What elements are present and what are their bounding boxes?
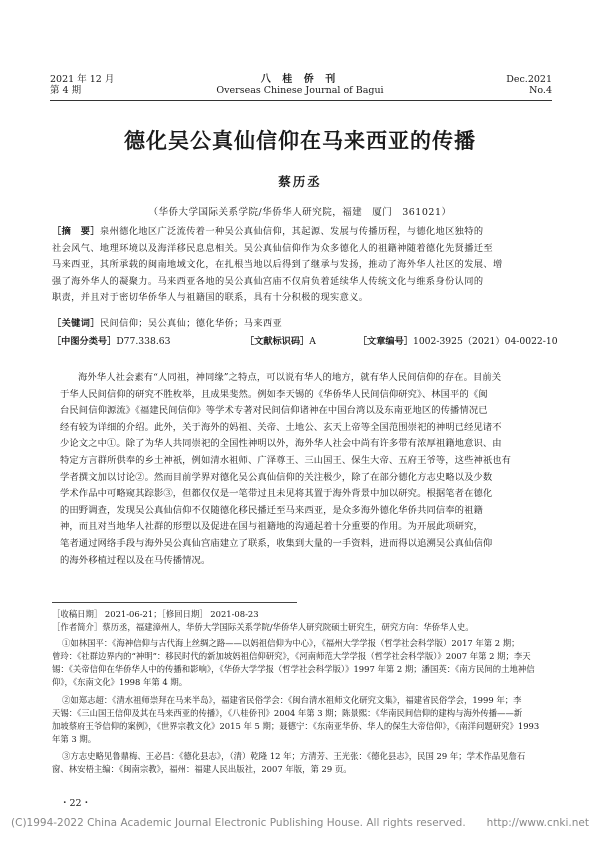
body-line: 学术作品中可略窥其踪影③，但都仅仅是一笔带过且未见将其置于海外背景中加以研究。根据笔者在德化 [60, 488, 493, 500]
footnote-line: 锡：《关帝信仰在华侨华人中的传播和影响》，《华侨大学学报（哲学社会科学版）》1997 年第 2 期；潘国英：《南方民间的土地神信 [52, 664, 535, 674]
body-line: 学者撰文加以讨论②。然而目前学界对德化吴公真仙信仰的关注极少，除了在部分德化方志史略以及少数 [60, 471, 493, 483]
classification-row [52, 333, 558, 347]
footnote-line: 加坡蔡府王爷信仰的案例》，《世界宗教文化》2015 年 5 期；聂德宁：《东南亚华侨、华人的保生大帝信仰》，《南洋问题研究》1993 [52, 721, 540, 731]
author-bio: ［作者简介］蔡历丞，福建漳州人，华侨大学国际关系学院/华侨华人研究院硕士研究生，研究方向：华侨华人史。 [52, 622, 474, 632]
page-number: ・22・ [60, 798, 92, 809]
copyright-footer: (C)1994-2022 China Academic Journal Electronic Publishing House. All rights reserved. http://www.cnki.net [11, 817, 589, 829]
body-line: 的海外移植过程以及在马传播情况。 [60, 554, 211, 566]
footnote-line: ③方志史略见鲁鼎梅、王必昌：《德化县志》，（清）乾隆 12 年；方清芳、王光张：《德化县志》，民国 29 年；学术作品见詹石 [62, 751, 526, 761]
author-affiliation: （华侨大学国际关系学院/华侨华人研究院，福建 厦门 361021） [148, 207, 452, 218]
abstract-line: 马来西亚，其所承载的闽南地域文化，在扎根当地以后得到了继承与发扬，推动了海外华人社区的发展、增 [52, 259, 503, 270]
body-line: 笔者通过网络手段与海外吴公真仙宫庙建立了联系，收集到大量的一手资料，进而得以追溯吴公真仙信仰 [60, 537, 493, 549]
author-name: 蔡历丞 [278, 174, 322, 189]
keywords [52, 315, 552, 329]
header-date: 2021 年 12 月 [50, 74, 115, 85]
journal-title-en: Overseas Chinese Journal of Bagui [216, 85, 384, 96]
footnote-line: ①如林国平：《海神信仰与古代海上丝绸之路——以妈祖信仰为中心》，《福州大学学报（哲学社会科学版）2017 年第 2 期； [62, 638, 520, 648]
received-dates: ［收稿日期］ 2021-06-21；［修回日期］ 2021-08-23 [52, 609, 259, 619]
clc-number [52, 333, 242, 347]
header-issue-en [506, 74, 552, 96]
body-line: 神，而且对当地华人社群的形塑以及促进在国与祖籍地的沟通起着十分重要的作用。为开展此项研究， [60, 521, 483, 533]
abstract-text: 泉州德化地区广泛流传着一种吴公真仙信仰，其起源、发展与传播历程，与德化地区独特的 [99, 226, 484, 237]
keywords-text: 民间信仰；吴公真仙；德化华侨；马来西亚 [99, 318, 283, 329]
abstract-line: 社会风气、地理环境以及海洋移民息息相关。吴公真仙信仰作为众多德化人的祖籍神随着德化先贤播迁至 [52, 242, 494, 254]
body-line: 特定方言群所供奉的乡土神祇，例如清水祖师、广泽尊王、三山国王、保生大帝、五府王爷等，这些神祇也有 [60, 454, 512, 466]
keywords-label: ［关键词］ [52, 318, 100, 329]
article-number-value: 1002-3925（2021）04-0022-10 [412, 336, 558, 347]
footnote-line: 年第 3 期。 [52, 734, 97, 744]
abstract [52, 224, 552, 307]
body-text [60, 370, 552, 569]
clc-value: D77.338.63 [116, 336, 171, 347]
abstract-line: 职责，并且对于密切华侨华人与祖籍国的联系，具有十分积极的现实意义。 [52, 292, 369, 303]
body-line: 少论文之中①。除了为华人共同崇祀的全国性神明以外，海外华人社会中尚有许多带有浓厚祖籍地意识、由 [60, 438, 502, 450]
footnote-line: 曾玲：《社群边界内的“神明”：移民时代的新加坡妈祖信仰研究》，《河南师范大学学报（哲学社会科学版）》2007 年第 2 期；李天 [52, 651, 531, 661]
abstract-line: 强了海外华人的凝聚力。马来西亚各地的吴公真仙宫庙不仅肩负着延续华人传统文化与维系身份认同的 [52, 275, 484, 287]
article-title: 德化吴公真仙信仰在马来西亚的传播 [124, 128, 476, 153]
footnote-2 [52, 694, 552, 746]
header-number-en: No.4 [529, 85, 552, 96]
header-date-en: Dec.2021 [506, 74, 552, 85]
body-line: 于华人民间信仰的研究不胜枚举，且成果斐然。例如李天锡的《华侨华人民间信仰研究》、林国平的《闽 [60, 388, 488, 400]
doc-code-value: A [309, 336, 316, 347]
footnote-divider [52, 602, 297, 603]
abstract-line [52, 224, 552, 241]
footnote-line: 天锡：《三山国王信仰及其在马来西亚的传播》，《八桂侨刊》2004 年第 3 期；陈景熙：《华南民间信仰的建构与海外传播——新 [52, 708, 523, 718]
footnote-line: ②如郑志超：《清水祖师崇拜在马来半岛》，福建省民俗学会：《闽台清水祖师文化研究文集》，福建省民俗学会，1999 年；李 [62, 695, 522, 705]
article-number-label: ［文章编号］ [357, 336, 413, 347]
clc-label: ［中图分类号］ [52, 336, 117, 347]
footnote-line: 仰》，《东南文化》1998 年第 4 期。 [52, 677, 188, 687]
header-divider [50, 100, 552, 101]
footnote-3 [52, 750, 552, 776]
journal-title-cn: 八 桂 侨 刊 [260, 74, 340, 85]
footnote-line: 窗、林安梧主编：《闽南宗教》，福州：福建人民出版社，2007 年版，第 29 页。 [52, 764, 352, 774]
article-number [358, 333, 558, 347]
footnote-dates [52, 608, 552, 634]
abstract-label: ［摘 要］ [52, 226, 100, 237]
body-line: 的田野调查，发现吴公真仙信仰不仅随德化移民播迁至马来西亚，是众多海外德化华侨共同信奉的祖籍 [60, 504, 483, 516]
body-line: 台民间信仰源流》《福建民间信仰》等学术专著对民间信仰诸神在中国台湾以及东南亚地区的传播情况已 [60, 405, 488, 417]
body-line: 海外华人社会素有“人同祖，神同缘”之特点，可以说有华人的地方，就有华人民间信仰的存在。目前关 [78, 372, 502, 383]
header-issue: 第 4 期 [50, 85, 82, 96]
doc-code-label: ［文献标识码］ [244, 336, 310, 347]
document-code [245, 333, 355, 347]
footnote-1 [52, 637, 552, 689]
body-line: 经有较为详细的介绍。此外，关于海外的妈祖、关帝、土地公、玄天上帝等全国范围崇祀的神明已经见诸不 [60, 421, 502, 433]
